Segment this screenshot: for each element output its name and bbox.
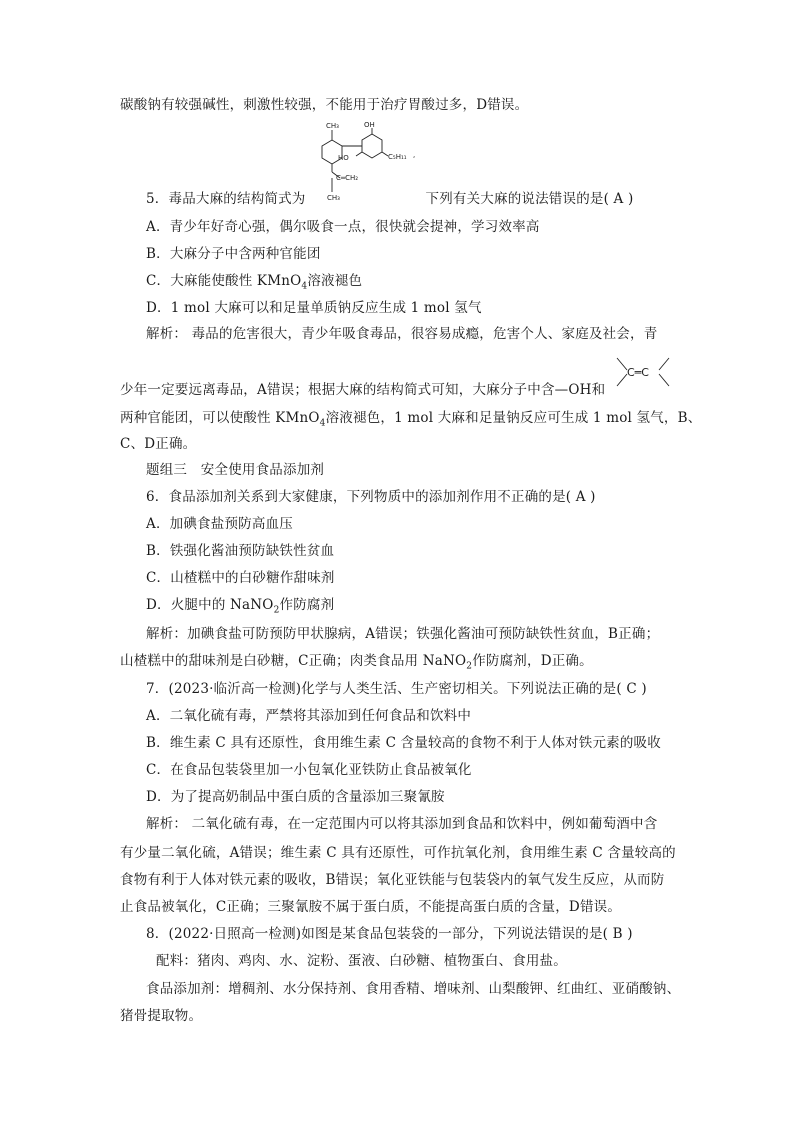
q7-option-b: B．维生素 C 具有还原性，食用维生素 C 含量较高的食物不利于人体对铁元素的吸收 bbox=[146, 735, 661, 751]
q8-ingredients: 配料：猪肉、鸡肉、水、淀粉、蛋液、白砂糖、植物蛋白、食用盐。 bbox=[156, 953, 567, 969]
q8-additives-1: 食品添加剂：增稠剂、水分保持剂、食用香精、增味剂、山梨酸钾、红曲红、亚硝酸钠、 bbox=[146, 981, 681, 997]
q7-analysis-1: 解析： 二氧化硫有毒，在一定范围内可以将其添加到食品和饮料中，例如葡萄酒中含 bbox=[146, 816, 658, 832]
pentyl-label: C₅H₁₁ bbox=[388, 153, 407, 161]
q6-option-b: B．铁强化酱油预防缺铁性贫血 bbox=[146, 543, 335, 559]
q6-analysis-2: 山楂糕中的甜味剂是白砂糖，C正确；肉类食品用 NaNO$_2$作防腐剂，D正确。 bbox=[120, 653, 593, 672]
text-line: 碳酸钠有较强碱性，刺激性较强，不能用于治疗胃酸过多，D错误。 bbox=[120, 97, 529, 113]
q6-option-d: D．火腿中的 NaNO$_2$作防腐剂 bbox=[146, 597, 335, 616]
q5-analysis-2: 少年一定要远离毒品，A错误；根据大麻的结构简式可知，大麻分子中含—OH和 bbox=[120, 382, 606, 398]
question-7-stem: 7．(2023·临沂高一检测)化学与人类生活、生产密切相关。下列说法正确的是( C ) bbox=[146, 681, 647, 697]
q5-analysis-1: 解析： 毒品的危害很大，青少年吸食毒品，很容易成瘾，危害个人、家庭及社会，青 bbox=[146, 326, 658, 342]
q7-analysis-4: 止食品被氧化，C正确；三聚氰胺不属于蛋白质，不能提高蛋白质的含量，D错误。 bbox=[120, 899, 622, 915]
question-5-stem: 5．毒品大麻的结构简式为 下列有关大麻的说法错误的是( A ) bbox=[146, 191, 634, 207]
q7-option-a: A．二氧化硫有毒，严禁将其添加到任何食品和饮料中 bbox=[146, 708, 472, 724]
q7-analysis-3: 食物有利于人体对铁元素的吸收，B错误；氧化亚铁能与包装袋内的氧气发生反应，从而防 bbox=[120, 872, 665, 888]
oh-label: OH bbox=[364, 121, 375, 129]
q5-option-b: B．大麻分子中含两种官能团 bbox=[146, 246, 321, 262]
q5-option-a: A．青少年好奇心强，偶尔吸食一点，很快就会提神，学习效率高 bbox=[146, 219, 540, 235]
vinyl-label: C═CH₂ bbox=[336, 174, 359, 182]
question-6-stem: 6．食品添加剂关系到大家健康，下列物质中的添加剂作用不正确的是( A ) bbox=[146, 489, 596, 505]
ch3-label: CH₃ bbox=[326, 122, 339, 130]
ch3-label-bottom: CH₃ bbox=[327, 194, 340, 202]
group-heading: 题组三 安全使用食品添加剂 bbox=[146, 462, 325, 478]
q6-analysis-1: 解析：加碘食盐可防预防甲状腺病，A错误；铁强化酱油可预防缺铁性贫血，B正确； bbox=[146, 626, 660, 642]
q7-analysis-2: 有少量二氧化硫，A错误；维生素 C 具有还原性，可作抗氧化剂，食用维生素 C 含量较高的 bbox=[120, 845, 676, 861]
q5-analysis-4: C、D正确。 bbox=[120, 436, 197, 452]
question-8-stem: 8．(2022·日照高一检测)如图是某食品包装袋的一部分，下列说法错误的是( B ) bbox=[146, 926, 633, 942]
q7-option-d: D．为了提高奶制品中蛋白质的含量添加三聚氰胺 bbox=[146, 789, 445, 805]
q5-option-d: D．1 mol 大麻可以和足量单质钠反应生成 1 mol 氢气 bbox=[146, 300, 482, 316]
q8-additives-2: 猪骨提取物。 bbox=[120, 1008, 203, 1024]
ho-label: HO bbox=[338, 154, 349, 162]
q6-option-a: A．加碘食盐预防高血压 bbox=[146, 516, 293, 532]
q5-analysis-3: 两种官能团，可以使酸性 KMnO$_4$溶液褪色，1 mol 大麻和足量钠反应可生成 1 mol 氢气，B、 bbox=[120, 410, 702, 429]
comma-label: , bbox=[413, 151, 416, 159]
q6-option-c: C．山楂糕中的白砂糖作甜味剂 bbox=[146, 570, 335, 586]
cc-label: C═C bbox=[627, 366, 649, 379]
q5-option-c: C．大麻能使酸性 KMnO$_4$溶液褪色 bbox=[146, 273, 363, 292]
q7-option-c: C．在食品包装袋里加一小包氧化亚铁防止食品被氧化 bbox=[146, 762, 472, 778]
